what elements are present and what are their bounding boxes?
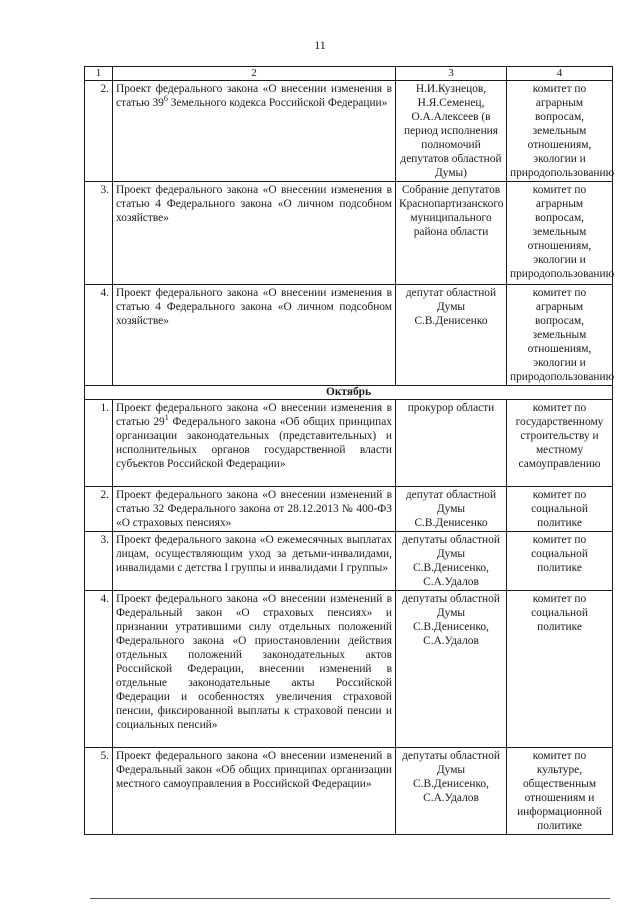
row-number: 5. <box>85 748 113 835</box>
bill-text-continued: Федерального закона «Об общих принципах организации законодательных (представительных) и исполнительных органов государственной власти субъектов Российской Федерации» <box>116 416 393 470</box>
table-row <box>85 591 613 748</box>
bill-text: Проект федерального закона «О внесении изменений в Федеральный закон «О страховых пенсиях» и признании утратившими силу отдельных положений Федерального закона «О приостановлении действия отдельных положений законодательных актов Российской Федерации, внесении изменений в отдельные законодательные акты Российской Федерации и особенностях увеличения страховой пенсии, фиксированной выплаты к страховой пенсии и социальных пенсий» <box>116 593 392 731</box>
row-number: 2. <box>85 81 113 182</box>
responsible-party: депутат областной Думы С.В.Денисенко <box>396 487 507 532</box>
row-number: 2. <box>85 487 113 532</box>
article-superscript: 1 <box>164 413 169 423</box>
scan-bottom-edge <box>90 898 610 899</box>
responsible-party: Собрание депутатов Краснопартизанского муниципального района области <box>396 182 507 285</box>
bill-description <box>113 748 396 835</box>
bill-text: Проект федерального закона «О внесении изменения в статью 29 <box>116 402 392 428</box>
row-number: 3. <box>85 532 113 591</box>
bill-description <box>113 591 396 748</box>
row-number: 3. <box>85 182 113 285</box>
bill-description <box>113 400 396 487</box>
bill-text: Проект федерального закона «О внесении изменения в статью 39 <box>116 83 392 109</box>
committee: комитет по государственному строительству и местному самоуправлению <box>507 400 613 487</box>
bill-text: Проект федерального закона «О внесении изменения в статью 4 Федерального закона «О личном подсобном хозяйстве» <box>116 184 392 224</box>
column-header: 3 <box>396 67 507 81</box>
bill-description <box>113 487 396 532</box>
bill-text: Проект федерального закона «О ежемесячных выплатах лицам, осуществляющим уход за детьми-инвалидами, инвалидами с детства I группы и инвалидами I группы» <box>116 534 392 574</box>
committee: комитет по аграрным вопросам, земельным отношениям, экологии и природопользованию <box>507 285 613 386</box>
responsible-party: Н.И.Кузнецов, Н.Я.Семенец, О.А.Алексеев (в период исполнения полномочий депутатов областной Думы) <box>396 81 507 182</box>
responsible-party: депутат областной Думы С.В.Денисенко <box>396 285 507 386</box>
responsible-party: прокурор области <box>396 400 507 487</box>
column-header: 2 <box>113 67 396 81</box>
responsible-party: депутаты областной Думы С.В.Денисенко, С.А.Удалов <box>396 748 507 835</box>
table-row <box>85 81 613 182</box>
bill-description <box>113 285 396 386</box>
committee: комитет по аграрным вопросам, земельным отношениям, экологии и природопользованию <box>507 81 613 182</box>
page-number: 11 <box>314 38 326 52</box>
bill-text: Проект федерального закона «О внесении изменений в статью 32 Федерального закона от 28.12.2013 № 400-ФЗ «О страховых пенсиях» <box>116 489 392 529</box>
column-header: 1 <box>85 67 113 81</box>
bill-text-continued: Земельного кодекса Российской Федерации» <box>167 97 388 109</box>
bill-text: Проект федерального закона «О внесении изменения в статью 4 Федерального закона «О личном подсобном хозяйстве» <box>116 287 392 327</box>
month-heading: Октябрь <box>85 386 613 400</box>
row-number: 4. <box>85 591 113 748</box>
bill-text: Проект федерального закона «О внесении изменений в Федеральный закон «Об общих принципах организации местного самоуправления в Российской Федерации» <box>116 750 392 790</box>
table-header-row <box>85 67 613 81</box>
committee: комитет по культуре, общественным отношениям и информационной политике <box>507 748 613 835</box>
table-row <box>85 285 613 386</box>
table-row <box>85 748 613 835</box>
table-row <box>85 400 613 487</box>
column-header: 4 <box>507 67 613 81</box>
responsible-party: депутаты областной Думы С.В.Денисенко, С.А.Удалов <box>396 532 507 591</box>
table-row <box>85 182 613 285</box>
bill-description <box>113 532 396 591</box>
row-number: 4. <box>85 285 113 386</box>
legislation-plan-table <box>84 66 613 835</box>
responsible-party: депутаты областной Думы С.В.Денисенко, С.А.Удалов <box>396 591 507 748</box>
month-row <box>85 386 613 400</box>
bill-description <box>113 182 396 285</box>
table-row <box>85 487 613 532</box>
table-row <box>85 532 613 591</box>
committee: комитет по социальной политике <box>507 487 613 532</box>
committee: комитет по аграрным вопросам, земельным отношениям, экологии и природопользованию <box>507 182 613 285</box>
committee: комитет по социальной политике <box>507 591 613 748</box>
bill-description <box>113 81 396 182</box>
article-superscript: 6 <box>163 94 168 104</box>
row-number: 1. <box>85 400 113 487</box>
committee: комитет по социальной политике <box>507 532 613 591</box>
